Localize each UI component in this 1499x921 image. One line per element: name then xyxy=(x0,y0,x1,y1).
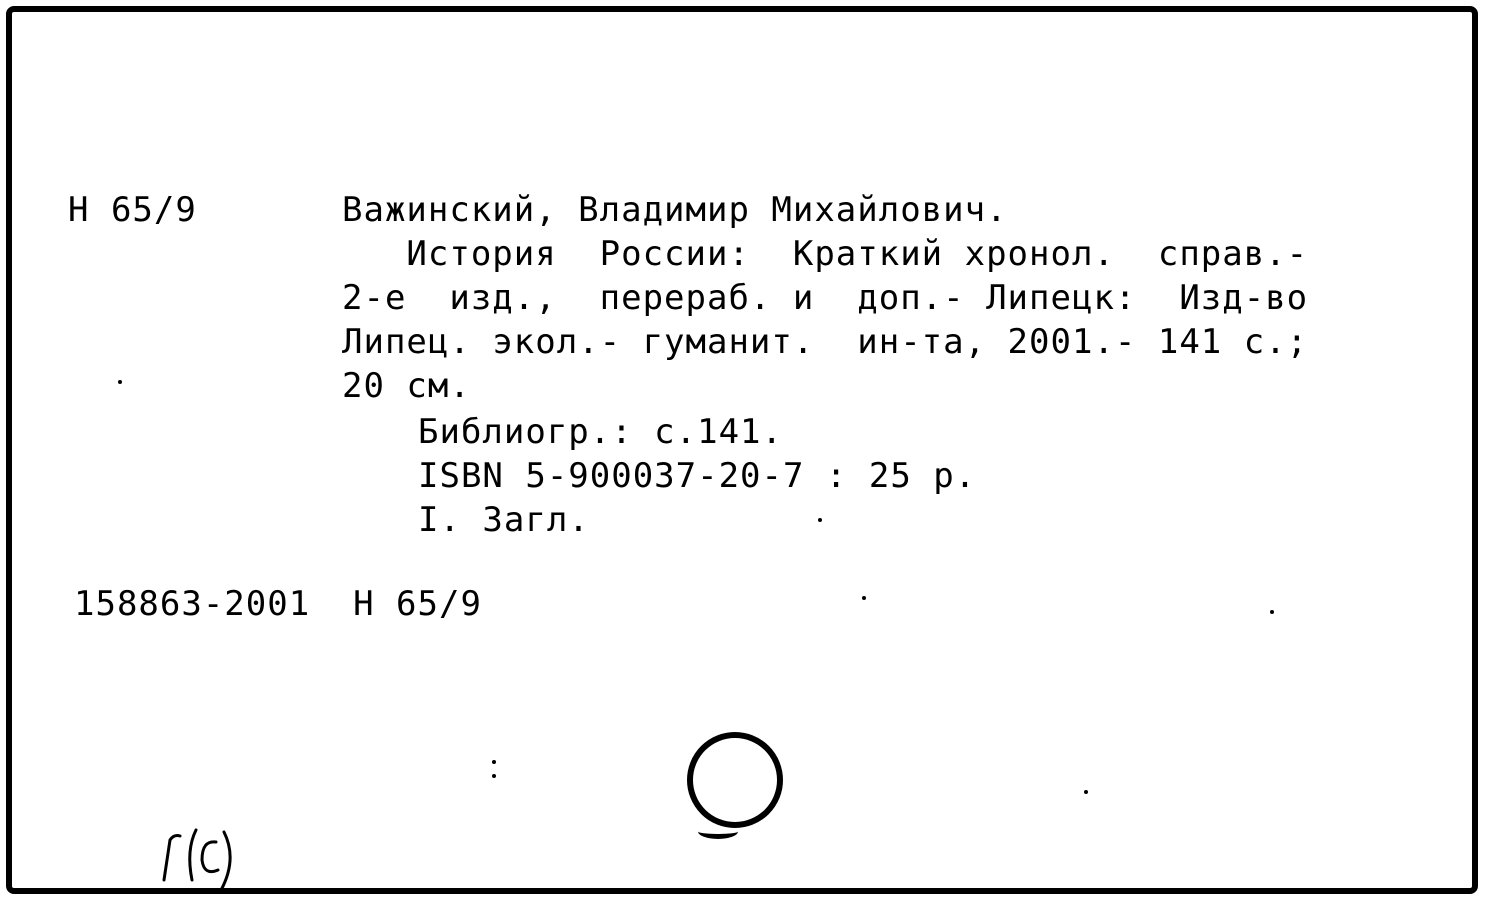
scan-speck xyxy=(862,596,866,600)
title-line-1: История России: Краткий хронол. справ.- xyxy=(342,234,1309,274)
scan-speck xyxy=(492,760,496,764)
handwritten-mark xyxy=(150,820,250,900)
punch-hole-mark xyxy=(698,824,738,839)
title-line-4: 20 см. xyxy=(342,366,471,406)
isbn-line: ISBN 5-900037-20-7 : 25 р. xyxy=(418,456,977,496)
call-number: Н 65/9 xyxy=(68,190,197,230)
title-line-3: Липец. экол.- гуманит. ин-та, 2001.- 141 с.; xyxy=(342,322,1309,362)
scan-speck xyxy=(492,774,496,778)
title-line-2: 2-е изд., перераб. и доп.- Липецк: Изд-во xyxy=(342,278,1309,318)
scan-speck xyxy=(118,380,122,384)
scan-speck xyxy=(818,518,822,522)
scan-speck xyxy=(1270,610,1274,614)
bibliography-note: Библиогр.: с.141. xyxy=(418,412,783,452)
title-entry: I. Загл. xyxy=(418,500,590,540)
scan-speck xyxy=(1084,790,1088,794)
author-line: Важинский, Владимир Михайлович. xyxy=(342,190,1008,230)
inventory-number: 158863-2001 Н 65/9 xyxy=(74,584,482,624)
punch-hole xyxy=(687,732,783,828)
